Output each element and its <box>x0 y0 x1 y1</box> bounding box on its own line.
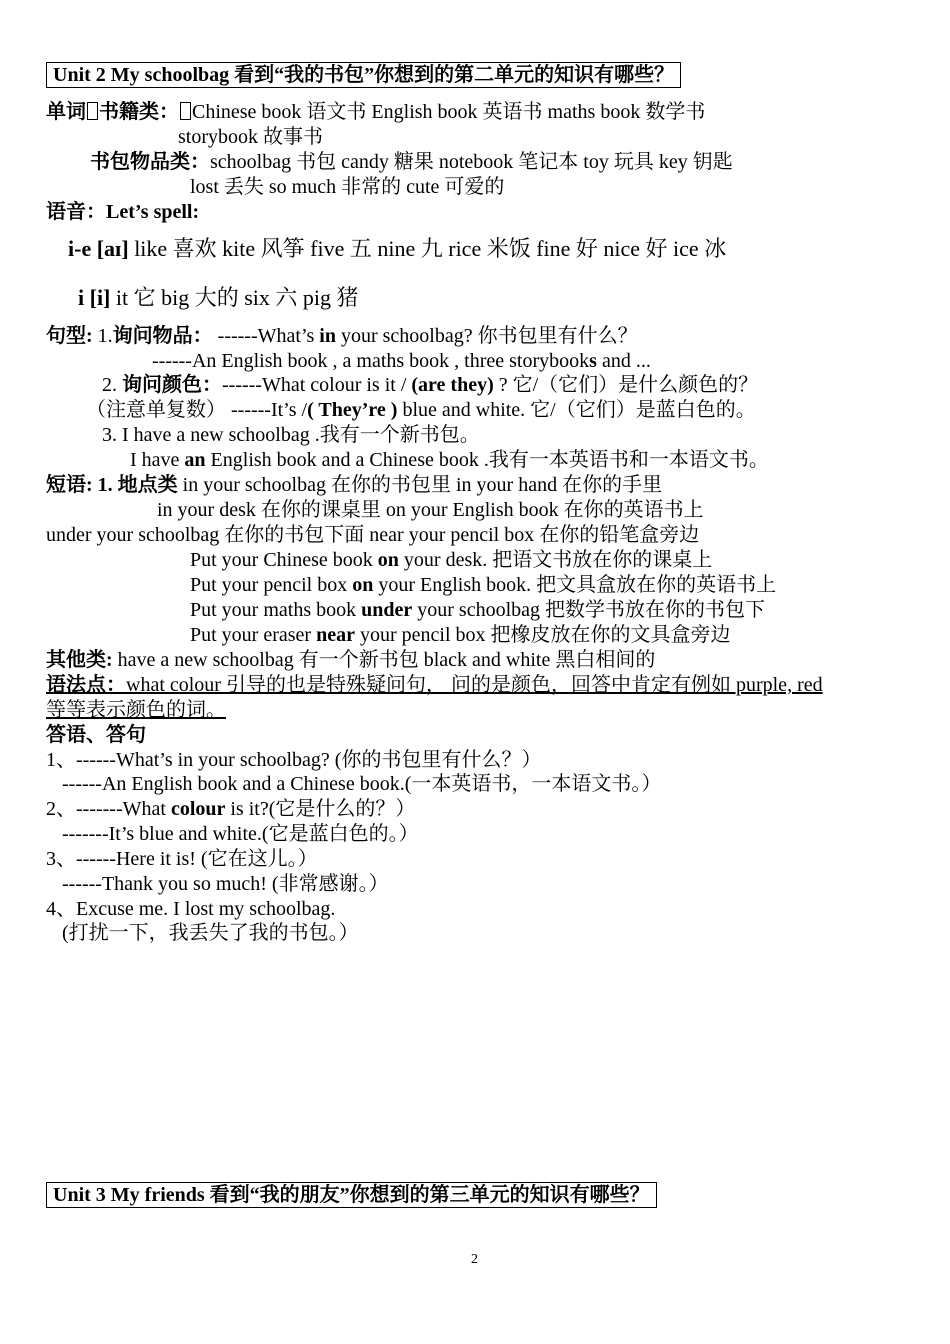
dialogue-3-a: ------Thank you so much! (非常感谢。） <box>62 873 389 895</box>
vocab-line-4: lost 丢失 so much 非常的 cute 可爱的 <box>190 176 505 198</box>
other-phrases: 其他类: have a new schoolbag 有一个新书包 black and white 黑白相间的 <box>46 649 656 671</box>
dialogue-4-q: 4、Excuse me. I lost my schoolbag. <box>46 898 336 920</box>
dialogue-1-a: ------An English book and a Chinese book.(一本英语书，一本语文书。） <box>62 773 662 795</box>
vocab-line-1: 单词 书籍类： Chinese book 语文书 English book 英语书 maths book 数学书 <box>46 101 706 123</box>
dialogue-2-a: -------It’s blue and white.(它是蓝白色的。） <box>62 823 419 845</box>
sentence-1-question: 句型: 1.询问物品： ------What’s in your schoolbag? 你书包里有什么？ <box>46 325 638 347</box>
sentence-2-question: 2. 询问颜色：------What colour is it / (are they) ? 它/（它们）是什么颜色的？ <box>102 374 759 396</box>
grammar-line-1: 语法点：what colour 引导的也是特殊疑问句， 问的是颜色，回答中肯定有例如 purple, red <box>46 674 823 696</box>
phrase-line-3: under your schoolbag 在你的书包下面 near your pencil box 在你的铅笔盒旁边 <box>46 524 700 546</box>
phrase-line-4: Put your Chinese book on your desk. 把语文书放在你的课桌上 <box>190 549 713 571</box>
unit3-heading: Unit 3 My friends 看到“我的朋友”你想到的第三单元的知识有哪些？ <box>46 1182 657 1208</box>
page-number: 2 <box>471 1252 478 1267</box>
dialogue-label: 答语、答句 <box>46 724 146 746</box>
phrase-line-7: Put your eraser near your pencil box 把橡皮放在你的文具盒旁边 <box>190 624 731 646</box>
sentence-2-answer: （注意单复数） ------It’s /( They’re ) blue and white. 它/（它们）是蓝白色的。 <box>86 399 756 421</box>
phonics-i-line: i [i] it 它 big 大的 six 六 pig 猪 <box>78 285 359 310</box>
checkbox-glyph-icon <box>180 102 191 120</box>
phrase-line-2: in your desk 在你的课桌里 on your English book 在你的英语书上 <box>157 499 704 521</box>
grammar-line-2: 等等表示颜色的词。 <box>46 699 226 721</box>
dialogue-1-q: 1、------What’s in your schoolbag? (你的书包里有什么？） <box>46 749 542 771</box>
phrase-line-1: 短语: 1. 地点类 in your schoolbag 在你的书包里 in your hand 在你的手里 <box>46 474 663 496</box>
vocab-line-2: storybook 故事书 <box>178 126 323 148</box>
dialogue-3-q: 3、------Here it is! (它在这儿。） <box>46 848 318 870</box>
sentence-3: 3. I have a new schoolbag .我有一个新书包。 <box>102 424 480 446</box>
checkbox-glyph-icon <box>87 102 98 120</box>
phonics-label: 语音：Let’s spell: <box>46 201 200 223</box>
sentence-1-answer: ------An English book , a maths book , three storybooks and ... <box>152 350 651 372</box>
phrase-line-5: Put your pencil box on your English book. 把文具盒放在你的英语书上 <box>190 574 777 596</box>
dialogue-4-a: (打扰一下，我丢失了我的书包。） <box>62 922 359 944</box>
phonics-ie-line: i-e [aɪ] like 喜欢 kite 风筝 five 五 nine 九 rice 米饭 fine 好 nice 好 ice 冰 <box>68 236 727 261</box>
vocab-line-3: 书包物品类：schoolbag 书包 candy 糖果 notebook 笔记本 toy 玩具 key 钥匙 <box>90 151 733 173</box>
dialogue-2-q: 2、-------What colour is it?(它是什么的？） <box>46 798 416 820</box>
unit2-heading: Unit 2 My schoolbag 看到“我的书包”你想到的第二单元的知识有哪些？ <box>46 62 681 88</box>
phrase-line-6: Put your maths book under your schoolbag 把数学书放在你的书包下 <box>190 599 766 621</box>
sentence-4: I have an English book and a Chinese book .我有一本英语书和一本语文书。 <box>130 449 769 471</box>
